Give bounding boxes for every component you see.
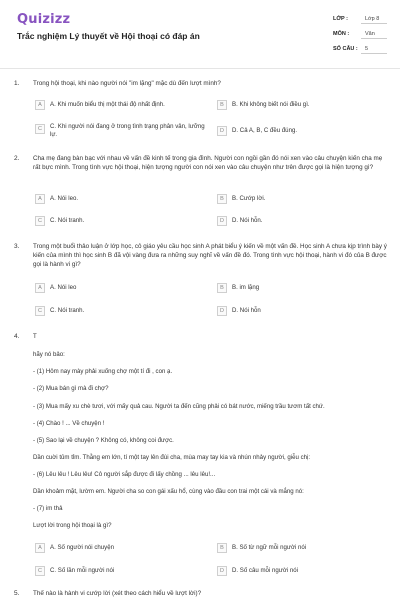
passage-line: - (2) Mua bán gì mà đi chợ? [33,385,109,392]
option-letter-box: B [217,283,227,293]
header [0,0,400,70]
passage-line: - (6) Lêu lêu ! Lêu lêu! Cô người sắp được đi lấy chồng ... lêu lêu!... [33,471,216,478]
option-text: B. im lặng [232,284,260,291]
option-c[interactable] [35,305,205,319]
meta-value: Văn [361,29,387,39]
option-text: D. Nói hỗn. [232,217,263,224]
option-letter-box: D [217,566,227,576]
option-b[interactable] [217,99,387,113]
option-letter-box: D [217,216,227,226]
option-d[interactable] [217,215,387,229]
option-text: A. Khi muốn biểu thị một thái độ nhất định. [50,101,165,108]
question-number: 1. [14,80,20,87]
passage-line: - (4) Chào ! ... Về chuyện ! [33,420,105,427]
option-a[interactable] [35,193,205,207]
meta-value: Lớp 8 [361,14,387,24]
question-number: 4. [14,333,20,340]
question-number: 3. [14,243,20,250]
question-text: Thế nào là hành vi cướp lời (xét theo cách hiểu về lượt lời)? [33,590,202,597]
passage-line: T [33,333,37,340]
passage-line: - (7) im thả [33,505,63,512]
option-text: B. Số từ ngữ mỗi người nói [232,544,307,551]
meta-block [333,14,393,59]
option-b[interactable] [217,282,387,296]
passage-line: Dần khoảm mặt, lườm em. Người cha so con gái xấu hổ, cùng vào đầu con trai một cái và mắng nó: [33,488,304,495]
meta-value: 5 [361,44,387,54]
passage-line: Dần cuời tủm tỉm. Thằng em lớn, tí một tay lên đùi cha, mùa may tay kia và nhún nhảy người, giễu chị: [33,454,311,461]
meta-label: LỚP : [333,16,348,22]
meta-row-count [333,44,393,59]
option-letter-box: C [35,306,45,316]
question-text: Cha mẹ đang bàn bạc với nhau về vấn đề kinh tế trong gia đình. Người con ngồi gần đó nói xen vào câu chuyện kiến cha mẹ rất bực mình. Trong tình vực hội thoại, hiện tượng người con nói xen vào câu chuyện như trên được gọi là hiện tượng gì? [33,155,383,171]
option-letter-box: A [35,100,45,110]
option-text: C. Khi người nói đang ở trong tình trạng phân vân, lưỡng lự. [50,123,205,138]
question-number: 2. [14,155,20,162]
option-b[interactable] [217,542,387,556]
option-a[interactable] [35,99,205,113]
option-b[interactable] [217,193,387,207]
option-text: D. Nói hỗn [232,307,261,314]
option-letter-box: D [217,306,227,316]
option-letter-box: A [35,194,45,204]
option-a[interactable] [35,542,205,556]
question-text: Trong hội thoại, khi nào người nói "im lặng" mặc dù đến lượt mình? [33,80,221,87]
option-letter-box: C [35,124,45,134]
option-text: C. Nói tranh. [50,217,85,224]
option-c[interactable] [35,565,205,579]
option-text: B. Khi không biết nói điều gì. [232,101,310,108]
option-c[interactable] [35,215,205,229]
meta-label: MÔN : [333,31,350,37]
passage-line: - (5) Sao lại về chuyện ? Không có, không coi được. [33,437,174,444]
passage-line: - (3) Mua mấy xu chè tươi, với mấy quả cau. Người ta đến cũng phải có bát nước, miếng trầu tươm tất chứ. [33,403,325,410]
option-c[interactable] [35,123,205,137]
option-letter-box: B [217,543,227,553]
passage-line: Lượt lời trong hội thoại là gì? [33,522,112,529]
option-text: A. Nói leo. [50,195,79,202]
question-text: Trong một buổi thảo luận ở lớp học, cô giáo yêu cầu học sinh A phát biểu ý kiến về một vấn đề. Học sinh A chưa kịp trình bày ý kiến của mình thì học sinh B đã vội vàng đưa ra những suy nghĩ về vấn đề đó. Trong tình vực hội thoại, hành vi đó của B được gọi là hành vi gì? [33,243,387,268]
option-letter-box: A [35,543,45,553]
option-text: D. Số câu mỗi người nói [232,567,298,574]
page-title: Trắc nghiệm Lý thuyết về Hội thoại có đáp án [17,31,200,41]
option-a[interactable] [35,282,205,296]
option-d[interactable] [217,305,387,319]
quizizz-logo[interactable]: Quizizz [17,12,71,27]
option-text: B. Cướp lời. [232,195,266,202]
option-d[interactable] [217,565,387,579]
option-letter-box: B [217,194,227,204]
option-letter-box: B [217,100,227,110]
option-text: C. Số lần mỗi người nói [50,567,115,574]
option-text: A. Nói leo [50,284,77,291]
question-number: 5. [14,590,20,597]
passage-line: hãy nó bảo: [33,351,65,358]
option-letter-box: C [35,216,45,226]
option-letter-box: D [217,126,227,136]
meta-row-class [333,14,393,29]
option-text: C. Nói tranh. [50,307,85,314]
option-letter-box: A [35,283,45,293]
header-divider [0,68,400,69]
meta-row-subject [333,29,393,44]
option-d[interactable] [217,125,387,139]
option-text: A. Số người nói chuyện [50,544,114,551]
meta-label: SỐ CÂU : [333,46,358,52]
option-text: D. Cả A, B, C đều đúng. [232,127,298,134]
option-letter-box: C [35,566,45,576]
passage-line: - (1) Hôm nay mày phải xuống chợ một tí đi , con ạ. [33,368,173,375]
